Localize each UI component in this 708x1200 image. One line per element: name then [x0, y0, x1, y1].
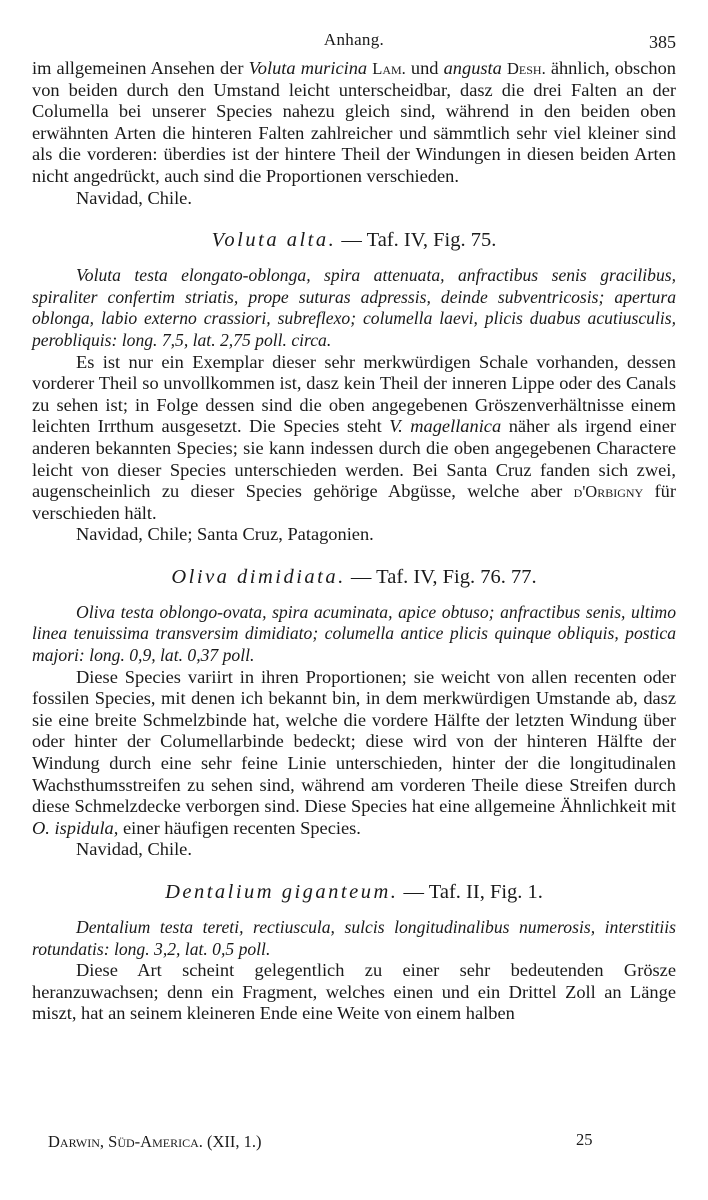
- taxon-v-magellanica: V. magellanica: [389, 416, 502, 437]
- sheet-number: 25: [576, 1130, 593, 1149]
- paragraph-voluta-comparison: im allgemeinen Ansehen der Voluta muricina Lam. und angusta Desh. ähnlich, obschon von beiden durch den Umstand leicht unterscheidbar, dasz die drei Falten an der Columella bei unserer Species nahezu gleich sind, während in den beiden oben erwähnten Arten die hinteren Falten zahlreicher und sämmtlich sehr viel kleiner sind als die vorderen: überdies ist der hintere Theil der Windungen in diesen beiden Arten nicht angedrückt, auch sind die Proportionen verschieden.: [32, 58, 676, 186]
- locality-line: Navidad, Chile.: [76, 839, 192, 860]
- locality-line: Navidad, Chile; Santa Cruz, Patagonien.: [76, 524, 374, 545]
- paragraph-oliva-dimidiata: Diese Species variirt in ihren Proportionen; sie weicht von allen recenten oder fossilen Species, mit denen ich bekannt bin, in dem merkwürdigen Umstande ab, dasz sie eine breite Schmelzbinde hat, welche die vordere Hälfte der letzten Windung über oder hinter der Columellarbinde bedeckt; diese wird von der hinteren Hälfte der Windung durch eine sehr feine Linie unterschieden, hinter der die longitudinalen Wachsthumsstreifen zu sehen sind, während am vorderen Theile diese Streifen durch diese Schmelzdecke verborgen sind. Diese Species hat eine allgemeine Ähnlichkeit mit O. ispidula, einer häufigen recenten Species.: [32, 666, 676, 838]
- page-number: 385: [649, 32, 676, 52]
- author-lam: Lam.: [372, 59, 406, 78]
- latin-diagnosis-dentalium: Dentalium testa tereti, rectiuscula, sulcis longitudinalibus numerosis, interstitiis rotundatis: long. 3,2, lat. 0,5 poll.: [32, 917, 676, 959]
- latin-diagnosis-oliva-dimidiata: Oliva testa oblongo-ovata, spira acuminata, apice obtuso; anfractibus senis, ultimo linea tenuissima transversim dimidiato; columella antice plicis quinque obliquis, postica majori: long. 0,9, lat. 0,37 poll.: [32, 601, 676, 666]
- taxon-o-ispidula: O. ispidula,: [32, 817, 119, 838]
- taxon-voluta-muricina: Voluta muricina: [248, 58, 368, 78]
- author-dorbigny: d'Orbigny: [573, 482, 644, 502]
- latin-diagnosis-voluta-alta: Voluta testa elongato-oblonga, spira attenuata, anfractibus senis gracilibus, spiraliter confertim striatis, prope suturas adpressis, deinde subventricosis; apertura oblonga, labio externo crassiori, subreflexo; columella laevi, plicis duabus acutiusculis, perobliquis: long. 7,5, lat. 2,75 poll. circa.: [32, 265, 676, 350]
- paragraph-voluta-alta: Es ist nur ein Exemplar dieser sehr merkwürdigen Schale vorhanden, dessen vorderer Theil so unvollkommen ist, dasz kein Theil der inneren Lippe oder des Canals zu sehen ist; in Folge dessen sind die oben angegebenen Gröszenverhältnisse einem leichten Irrthum ausgesetzt. Die Species steht V. magellanica näher als irgend einer anderen bekannten Species; sie kann indessen durch die oben angegebenen Charactere leicht von dieser Species unterschieden werden. Bei Santa Cruz fanden sich zwei, augenscheinlich zu dieser Species gehörige Abgüsse, welche aber d'Orbigny für verschieden hält.: [32, 351, 677, 523]
- species-heading-oliva-dimidiata: Oliva dimidiata. — Taf. IV, Fig. 76. 77.: [171, 565, 537, 588]
- species-heading-voluta-alta: Voluta alta. — Taf. IV, Fig. 75.: [211, 229, 497, 252]
- locality-line: Navidad, Chile.: [76, 187, 192, 208]
- running-head-title: Anhang.: [323, 30, 385, 49]
- author-desh: Desh.: [506, 59, 546, 78]
- taxon-angusta: angusta: [443, 58, 502, 78]
- page: [32, 28, 676, 1025]
- footer-signature: Darwin, Süd-America. (XII, 1.): [48, 1132, 262, 1151]
- running-head: [32, 28, 676, 58]
- species-heading-dentalium-giganteum: Dentalium giganteum. — Taf. II, Fig. 1.: [165, 881, 543, 903]
- paragraph-dentalium: Diese Art scheint gelegentlich zu einer sehr bedeutenden Grösze heranzuwachsen; denn ein Fragment, welches einen und ein Drittel Zoll an Länge miszt, hat an seinem kleineren Ende eine Weite von einem halben: [32, 960, 676, 1024]
